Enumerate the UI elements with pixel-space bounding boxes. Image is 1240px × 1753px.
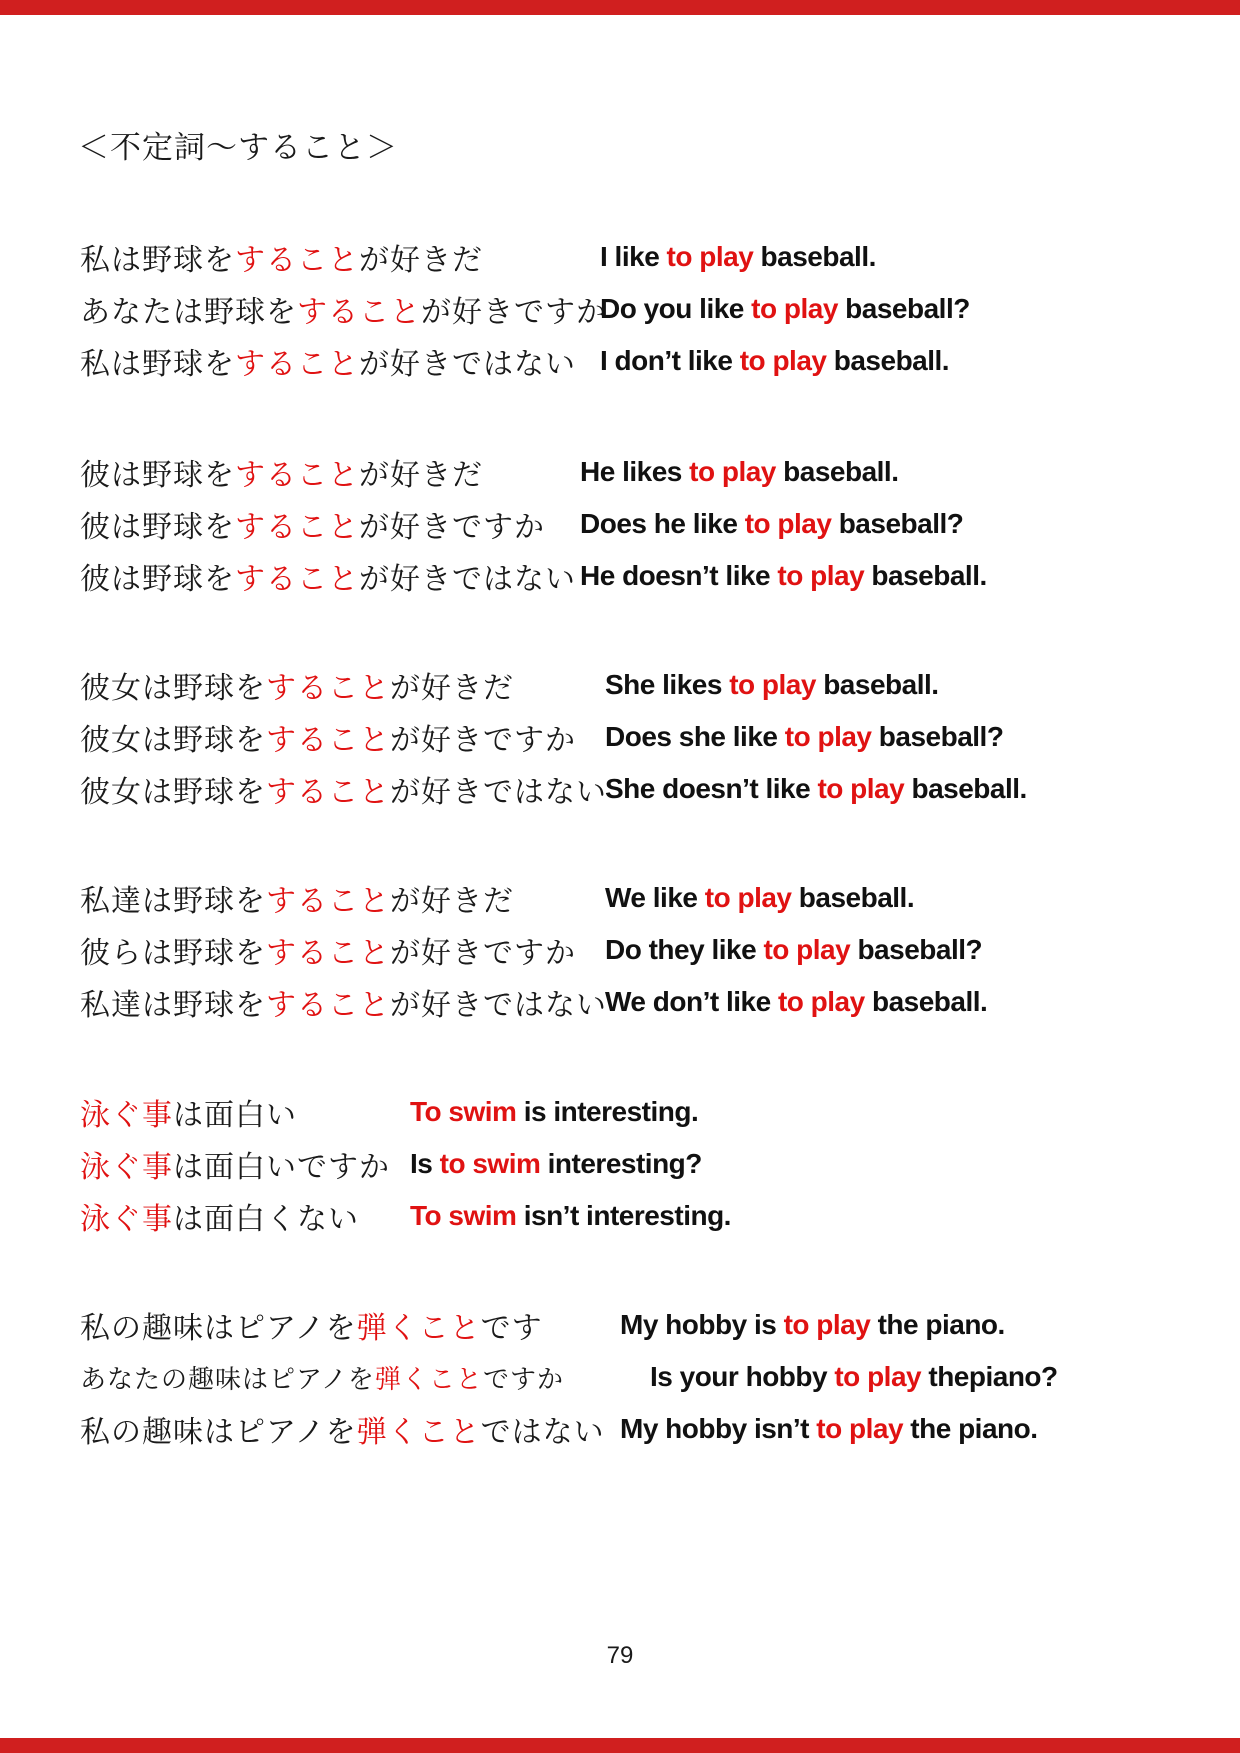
text-segment: baseball. (791, 882, 915, 913)
text-segment: が好きですか (390, 937, 576, 970)
text-segment: が好きではない (390, 989, 607, 1022)
sentence-row (80, 498, 987, 550)
english-sentence (605, 986, 987, 1018)
text-segment: She likes (605, 669, 730, 700)
highlight-segment: すること (266, 937, 390, 970)
text-segment: 彼女は野球を (80, 776, 266, 809)
text-segment: ですか (482, 1363, 564, 1394)
text-segment: He likes (580, 456, 690, 487)
japanese-sentence (80, 1303, 620, 1347)
text-segment: baseball. (864, 986, 988, 1017)
page-title: ＜不定詞～すること＞ (78, 130, 398, 165)
text-segment: baseball? (831, 508, 964, 539)
text-segment: あなたの趣味はピアノを (80, 1363, 375, 1394)
english-sentence (620, 1413, 1038, 1445)
japanese-sentence (80, 450, 580, 494)
japanese-sentence (80, 1194, 410, 1238)
sentence-row (80, 446, 987, 498)
highlight-segment: 泳ぐ事 (80, 1151, 173, 1184)
text-segment: Is (410, 1148, 440, 1179)
text-segment: が好きですか (390, 724, 576, 757)
text-segment: interesting? (540, 1148, 702, 1179)
highlight-segment: すること (266, 989, 390, 1022)
japanese-sentence (80, 767, 605, 811)
text-segment: My hobby is (620, 1309, 784, 1340)
sentence-row (80, 976, 987, 1028)
text-segment: は面白くない (173, 1203, 359, 1236)
japanese-sentence (80, 502, 580, 546)
highlight-segment: to play (689, 456, 776, 487)
sentence-group (80, 231, 970, 387)
text-segment: He doesn’t like (580, 560, 778, 591)
english-sentence (580, 560, 987, 592)
text-segment: the piano. (903, 1413, 1038, 1444)
text-segment: ではない (480, 1416, 605, 1449)
sentence-row (80, 1086, 731, 1138)
text-segment: I like (600, 241, 667, 272)
sentence-row (80, 1351, 1058, 1403)
text-segment: 彼は野球を (80, 511, 235, 544)
highlight-segment: すること (266, 672, 390, 705)
highlight-segment: 弾くこと (356, 1416, 481, 1449)
highlight-segment: To swim (410, 1096, 517, 1127)
english-sentence (410, 1148, 702, 1180)
text-segment: is interesting. (516, 1096, 699, 1127)
text-segment: We don’t like (605, 986, 778, 1017)
text-segment: Do you like (600, 293, 752, 324)
highlight-segment: to play (744, 508, 832, 539)
text-segment: 私達は野球を (80, 989, 266, 1022)
text-segment: Does she like (605, 721, 785, 752)
highlight-segment: to play (704, 882, 792, 913)
sentence-row (80, 1138, 731, 1190)
text-segment: baseball. (826, 345, 950, 376)
english-sentence (605, 669, 939, 701)
text-segment: We like (605, 882, 705, 913)
english-sentence (620, 1309, 1005, 1341)
text-segment: 私達は野球を (80, 885, 266, 918)
text-segment: baseball. (753, 241, 876, 272)
text-segment: が好きだ (359, 459, 483, 492)
text-segment: が好きだ (390, 672, 514, 705)
highlight-segment: to play (729, 669, 816, 700)
sentence-group (80, 872, 987, 1028)
highlight-segment: to play (777, 986, 865, 1017)
text-segment: the piano. (870, 1309, 1005, 1340)
highlight-segment: To swim (410, 1200, 517, 1231)
japanese-sentence (80, 928, 605, 972)
text-segment: は面白いですか (173, 1151, 390, 1184)
english-sentence (600, 293, 970, 325)
text-segment: baseball. (815, 669, 939, 700)
text-segment: 私は野球を (80, 244, 235, 277)
text-segment: baseball. (775, 456, 899, 487)
bottom-red-rule (0, 1738, 1240, 1753)
text-segment: 彼は野球を (80, 563, 235, 596)
english-sentence (580, 508, 963, 540)
text-segment: She doesn’t like (605, 773, 818, 804)
japanese-sentence (80, 1407, 620, 1451)
english-sentence (605, 721, 1003, 753)
text-segment: baseball? (850, 934, 983, 965)
sentence-row (80, 659, 1027, 711)
text-segment: 私の趣味はピアノを (80, 1312, 357, 1345)
japanese-sentence (80, 287, 607, 331)
text-segment: が好きですか (359, 511, 545, 544)
highlight-segment: to play (763, 934, 851, 965)
highlight-segment: すること (266, 724, 390, 757)
japanese-sentence (80, 554, 580, 598)
sentence-row (80, 763, 1027, 815)
japanese-sentence (80, 1142, 410, 1186)
text-segment: Is your hobby (650, 1361, 835, 1392)
text-segment: が好きではない (359, 348, 576, 381)
japanese-sentence (80, 1090, 410, 1134)
highlight-segment: to play (739, 345, 827, 376)
text-segment: Do they like (605, 934, 764, 965)
highlight-segment: to play (816, 1413, 904, 1444)
text-segment: が好きだ (359, 244, 483, 277)
text-segment: 彼女は野球を (80, 672, 266, 705)
text-segment: が好きだ (390, 885, 514, 918)
text-segment: 私は野球を (80, 348, 235, 381)
highlight-segment: すること (266, 885, 390, 918)
highlight-segment: すること (235, 459, 359, 492)
text-segment: は面白い (173, 1099, 297, 1132)
sentence-row (80, 924, 987, 976)
text-segment: が好きですか (421, 296, 607, 329)
top-red-rule (0, 0, 1240, 15)
text-segment: baseball? (871, 721, 1004, 752)
text-segment: baseball. (864, 560, 987, 591)
text-segment: です (480, 1312, 543, 1345)
sentence-row (80, 1299, 1058, 1351)
highlight-segment: 泳ぐ事 (80, 1099, 173, 1132)
english-sentence (600, 345, 949, 377)
highlight-segment: to play (777, 560, 865, 591)
text-segment: My hobby isn’t (620, 1413, 817, 1444)
sentence-row (80, 335, 970, 387)
text-segment: thepiano? (921, 1361, 1058, 1392)
text-segment: isn’t interesting. (516, 1200, 731, 1231)
page-number: 79 (606, 1642, 634, 1669)
highlight-segment: to play (784, 721, 872, 752)
text-segment: が好きではない (390, 776, 607, 809)
sentence-group (80, 446, 987, 602)
japanese-sentence (80, 1359, 620, 1396)
japanese-sentence (80, 663, 605, 707)
japanese-sentence (80, 715, 605, 759)
highlight-segment: to swim (439, 1148, 541, 1179)
highlight-segment: すること (297, 296, 421, 329)
english-sentence (410, 1200, 731, 1232)
highlight-segment: すること (235, 563, 359, 596)
sentence-row (80, 1190, 731, 1242)
highlight-segment: すること (235, 511, 359, 544)
sentence-row (80, 711, 1027, 763)
text-segment: 彼女は野球を (80, 724, 266, 757)
text-segment: が好きではない (359, 563, 576, 596)
text-segment: 彼らは野球を (80, 937, 266, 970)
english-sentence (600, 241, 876, 273)
japanese-sentence (80, 235, 600, 279)
highlight-segment: 弾くこと (374, 1363, 483, 1394)
sentence-row (80, 231, 970, 283)
english-sentence (580, 456, 899, 488)
english-sentence (605, 773, 1027, 805)
highlight-segment: 弾くこと (356, 1312, 481, 1345)
highlight-segment: to play (666, 241, 754, 272)
text-segment: 私の趣味はピアノを (80, 1416, 357, 1449)
sentence-row (80, 1403, 1058, 1455)
highlight-segment: to play (834, 1361, 922, 1392)
text-segment: baseball? (837, 293, 970, 324)
sentence-row (80, 872, 987, 924)
japanese-sentence (80, 980, 605, 1024)
highlight-segment: すること (235, 244, 359, 277)
japanese-sentence (80, 339, 600, 383)
text-segment: 彼は野球を (80, 459, 235, 492)
highlight-segment: すること (235, 348, 359, 381)
text-segment: I don’t like (600, 345, 740, 376)
highlight-segment: to play (817, 773, 905, 804)
sentence-group (80, 659, 1027, 815)
sentence-group (80, 1086, 731, 1242)
highlight-segment: to play (751, 293, 838, 324)
japanese-sentence (80, 876, 605, 920)
highlight-segment: 泳ぐ事 (80, 1203, 173, 1236)
sentence-group (80, 1299, 1058, 1455)
sentence-row (80, 550, 987, 602)
highlight-segment: すること (266, 776, 390, 809)
text-segment: baseball. (904, 773, 1027, 804)
sentence-row (80, 283, 970, 335)
text-segment: Does he like (580, 508, 745, 539)
english-sentence (410, 1096, 698, 1128)
text-segment: あなたは野球を (80, 296, 297, 329)
english-sentence (650, 1361, 1058, 1393)
highlight-segment: to play (783, 1309, 871, 1340)
english-sentence (605, 934, 982, 966)
english-sentence (605, 882, 914, 914)
